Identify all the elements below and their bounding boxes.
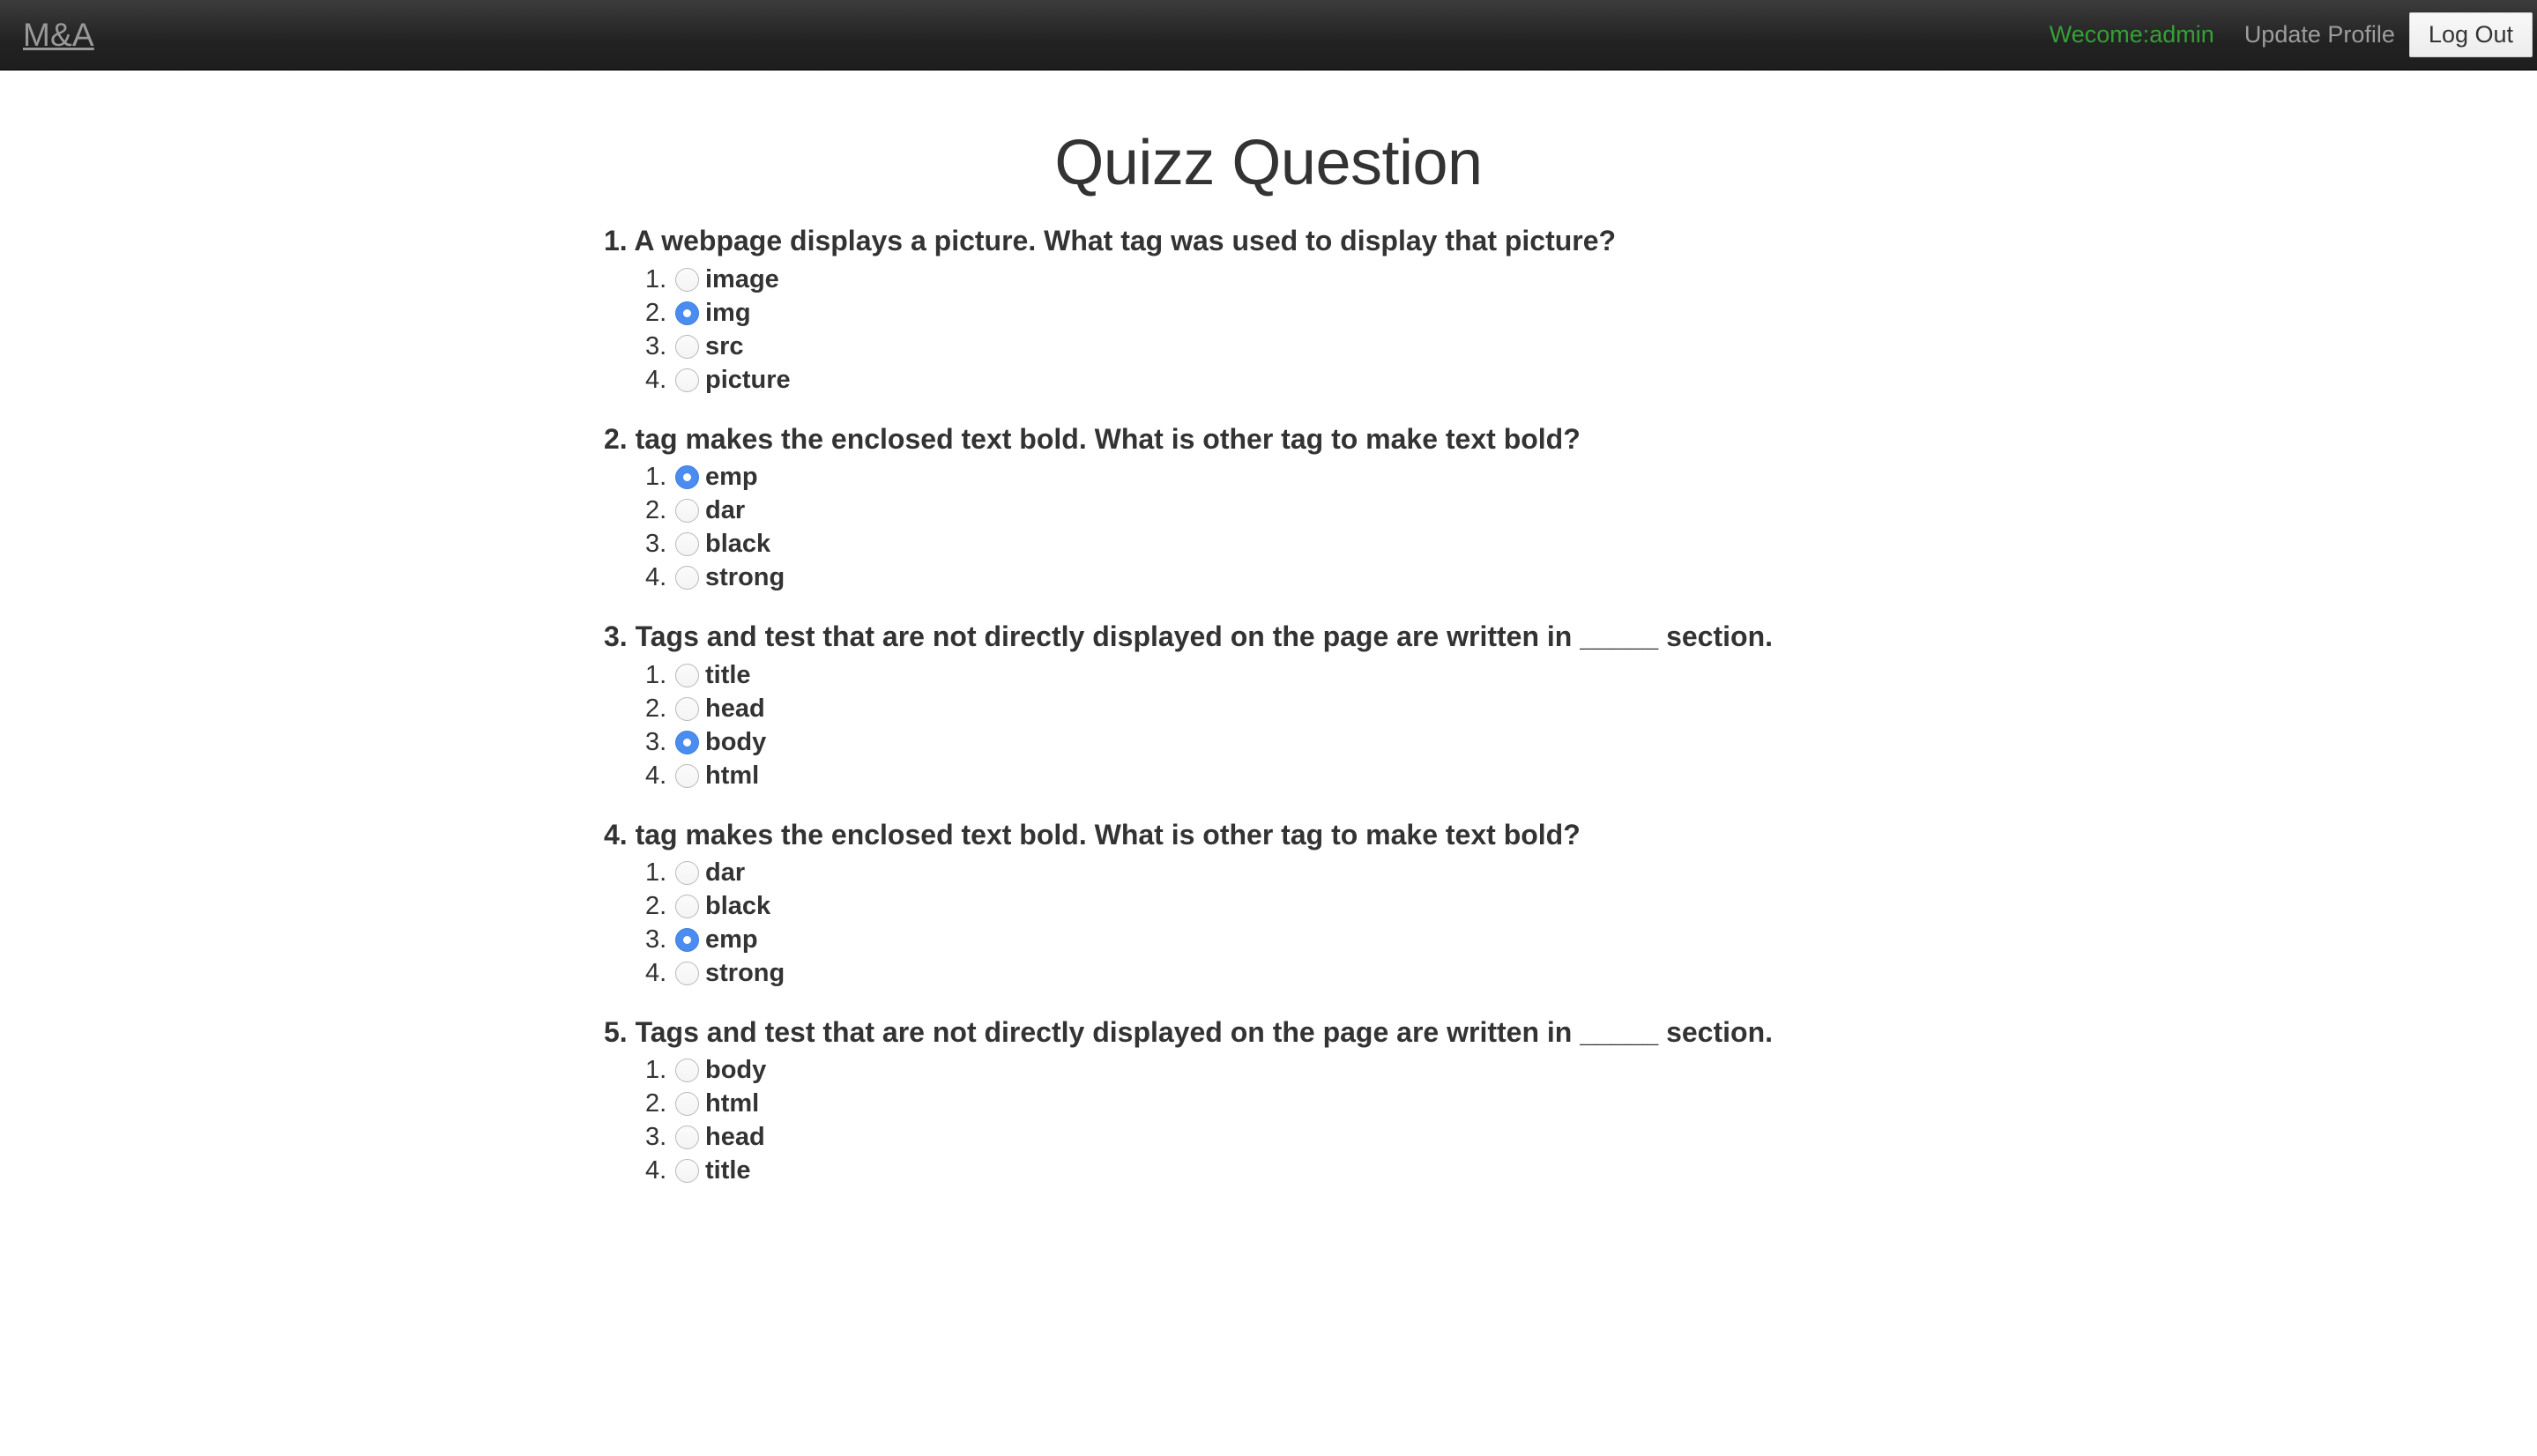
answer-option[interactable] bbox=[645, 331, 2537, 360]
radio-button[interactable] bbox=[675, 664, 699, 687]
brand-logo[interactable]: M&A bbox=[23, 17, 94, 53]
answer-option[interactable] bbox=[645, 1125, 2537, 1150]
navbar-right-group bbox=[2034, 0, 2537, 70]
radio-button[interactable] bbox=[675, 1125, 699, 1149]
option-label[interactable]: picture bbox=[705, 365, 791, 394]
update-profile-link[interactable]: Update Profile bbox=[2243, 21, 2395, 48]
option-number: 2. bbox=[645, 496, 667, 525]
answer-option[interactable] bbox=[645, 365, 2537, 394]
option-label[interactable]: img bbox=[705, 298, 751, 327]
option-number: 2. bbox=[645, 298, 667, 327]
answer-options-list bbox=[604, 860, 2537, 986]
option-label[interactable]: html bbox=[705, 761, 760, 790]
page-title: Quizz Question bbox=[1054, 128, 1483, 198]
radio-button[interactable] bbox=[675, 499, 699, 523]
answer-option[interactable] bbox=[645, 727, 2537, 756]
option-number: 2. bbox=[645, 694, 667, 723]
question-item bbox=[604, 1013, 2537, 1184]
welcome-message: Wecome:admin bbox=[2049, 21, 2214, 48]
question-item bbox=[604, 420, 2537, 591]
answer-option[interactable] bbox=[645, 927, 2537, 953]
option-label[interactable]: image bbox=[705, 264, 779, 293]
answer-option[interactable] bbox=[645, 763, 2537, 789]
option-number: 3. bbox=[645, 331, 667, 360]
option-label[interactable]: title bbox=[705, 660, 751, 689]
option-label[interactable]: body bbox=[705, 727, 767, 756]
answer-option[interactable] bbox=[645, 958, 2537, 987]
question-prompt: Tags and test that are not directly displayed on the page are written in _____ section. bbox=[635, 1015, 1773, 1048]
answer-option[interactable] bbox=[645, 1158, 2537, 1184]
question-number: 1. bbox=[604, 225, 628, 257]
radio-button[interactable] bbox=[675, 861, 699, 885]
question-item bbox=[604, 617, 2537, 788]
option-label[interactable]: strong bbox=[705, 563, 785, 592]
option-number: 3. bbox=[645, 727, 667, 756]
answer-option[interactable] bbox=[645, 264, 2537, 293]
log-out-button[interactable]: Log Out bbox=[2409, 12, 2533, 57]
radio-button[interactable] bbox=[675, 268, 699, 292]
option-number: 4. bbox=[645, 365, 667, 394]
question-prompt: A webpage displays a picture. What tag was used to display that picture? bbox=[634, 225, 1617, 257]
answer-options-list bbox=[604, 660, 2537, 790]
option-label[interactable]: dar bbox=[705, 496, 746, 525]
option-number: 1. bbox=[645, 1056, 667, 1085]
question-text bbox=[604, 815, 2537, 855]
radio-button-selected[interactable] bbox=[675, 465, 699, 489]
question-number: 3. bbox=[604, 620, 628, 653]
option-number: 4. bbox=[645, 1156, 667, 1185]
answer-option[interactable] bbox=[645, 464, 2537, 490]
answer-option[interactable] bbox=[645, 565, 2537, 591]
option-number: 3. bbox=[645, 1123, 667, 1152]
option-label[interactable]: body bbox=[705, 1056, 767, 1085]
answer-option[interactable] bbox=[645, 1091, 2537, 1117]
option-label[interactable]: src bbox=[705, 331, 744, 360]
radio-button-selected[interactable] bbox=[675, 301, 699, 325]
question-text bbox=[604, 420, 2537, 459]
option-label[interactable]: head bbox=[705, 694, 765, 723]
answer-option[interactable] bbox=[645, 660, 2537, 689]
option-number: 1. bbox=[645, 264, 667, 293]
question-prompt: Tags and test that are not directly displayed on the page are written in _____ section. bbox=[635, 620, 1773, 653]
option-label[interactable]: emp bbox=[705, 925, 758, 954]
option-number: 4. bbox=[645, 958, 667, 987]
option-label[interactable]: html bbox=[705, 1089, 760, 1118]
question-item bbox=[604, 221, 2537, 392]
answer-option[interactable] bbox=[645, 860, 2537, 886]
option-number: 3. bbox=[645, 925, 667, 954]
option-number: 2. bbox=[645, 891, 667, 920]
page-content bbox=[0, 71, 2537, 1184]
option-number: 4. bbox=[645, 761, 667, 790]
radio-button[interactable] bbox=[675, 368, 699, 392]
radio-button-selected[interactable] bbox=[675, 731, 699, 754]
question-number: 5. bbox=[604, 1015, 628, 1048]
answer-options-list bbox=[604, 264, 2537, 394]
radio-button[interactable] bbox=[675, 566, 699, 590]
answer-option[interactable] bbox=[645, 498, 2537, 524]
radio-button[interactable] bbox=[675, 895, 699, 918]
top-navbar bbox=[0, 0, 2537, 71]
option-label[interactable]: emp bbox=[705, 463, 758, 492]
option-label[interactable]: title bbox=[705, 1156, 751, 1185]
question-text bbox=[604, 617, 2537, 657]
question-text bbox=[604, 221, 2537, 261]
radio-button[interactable] bbox=[675, 335, 699, 359]
option-number: 1. bbox=[645, 463, 667, 492]
option-label[interactable]: black bbox=[705, 530, 771, 559]
radio-button[interactable] bbox=[675, 1059, 699, 1082]
question-number: 2. bbox=[604, 422, 628, 455]
option-number: 3. bbox=[645, 530, 667, 559]
option-label[interactable]: strong bbox=[705, 958, 785, 987]
question-prompt: tag makes the enclosed text bold. What is other tag to make text bold? bbox=[635, 422, 1581, 455]
option-number: 1. bbox=[645, 660, 667, 689]
question-number: 4. bbox=[604, 818, 628, 851]
option-number: 4. bbox=[645, 563, 667, 592]
question-item bbox=[604, 815, 2537, 986]
question-prompt: tag makes the enclosed text bold. What is other tag to make text bold? bbox=[635, 818, 1581, 851]
answer-option[interactable] bbox=[645, 298, 2537, 327]
option-label[interactable]: dar bbox=[705, 858, 746, 887]
radio-button[interactable] bbox=[675, 1092, 699, 1116]
answer-options-list bbox=[604, 1058, 2537, 1184]
answer-option[interactable] bbox=[645, 696, 2537, 722]
answer-option[interactable] bbox=[645, 1058, 2537, 1083]
radio-button[interactable] bbox=[675, 764, 699, 788]
option-number: 1. bbox=[645, 858, 667, 887]
radio-button-selected[interactable] bbox=[675, 928, 699, 952]
answer-option[interactable] bbox=[645, 531, 2537, 557]
radio-button[interactable] bbox=[675, 532, 699, 556]
quiz-question-list bbox=[0, 221, 2537, 1184]
option-number: 2. bbox=[645, 1089, 667, 1118]
option-label[interactable]: head bbox=[705, 1123, 765, 1152]
radio-button[interactable] bbox=[675, 962, 699, 985]
radio-button[interactable] bbox=[675, 697, 699, 721]
answer-options-list bbox=[604, 464, 2537, 591]
question-text bbox=[604, 1013, 2537, 1052]
answer-option[interactable] bbox=[645, 891, 2537, 920]
radio-button[interactable] bbox=[675, 1159, 699, 1183]
option-label[interactable]: black bbox=[705, 891, 771, 920]
